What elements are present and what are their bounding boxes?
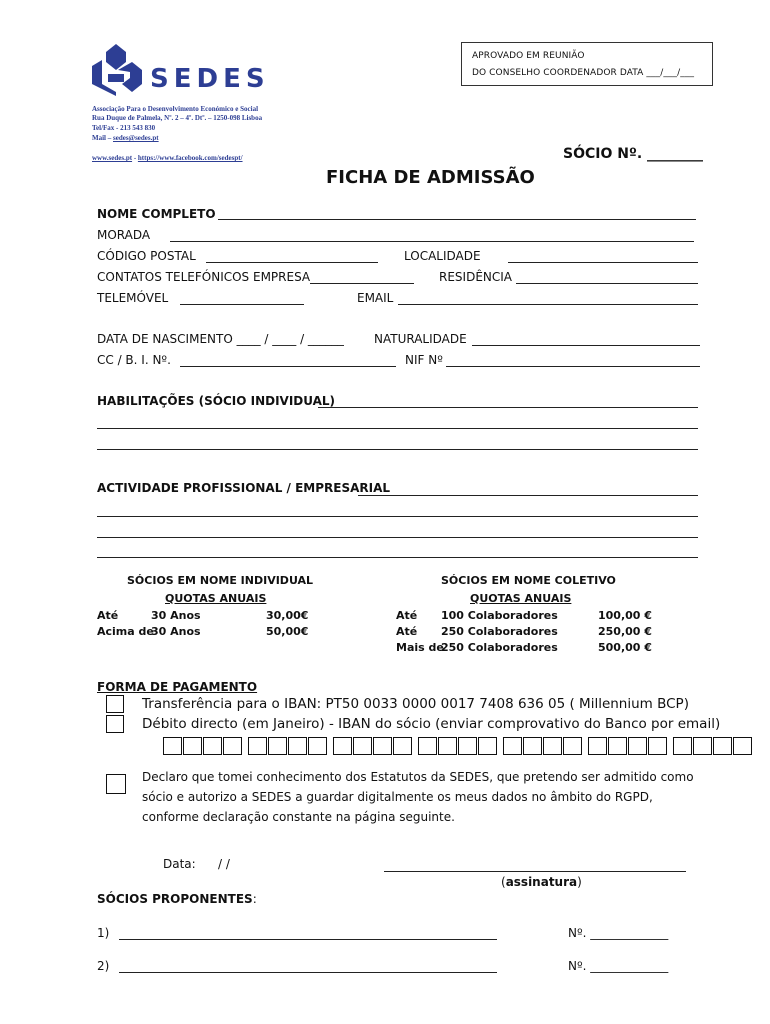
label-morada: MORADA bbox=[97, 228, 151, 242]
approval-line-2: DO CONSELHO COORDENADOR DATA ___/___/___ bbox=[472, 68, 695, 78]
quotas-individual-heading: SÓCIOS EM NOME INDIVIDUAL bbox=[127, 574, 314, 587]
date-label: Data: bbox=[163, 857, 196, 871]
input-nif[interactable] bbox=[446, 366, 700, 367]
transfer-option-label: Transferência para o IBAN: PT50 0033 0000 0017 7408 636 05 ( Millennium BCP) bbox=[142, 696, 689, 712]
iban-digit-box[interactable] bbox=[438, 737, 457, 755]
iban-digit-box[interactable] bbox=[353, 737, 372, 755]
org-mail-line bbox=[92, 134, 159, 144]
input-email[interactable] bbox=[398, 304, 698, 305]
input-localidade[interactable] bbox=[508, 262, 698, 263]
iban-digit-box[interactable] bbox=[503, 737, 522, 755]
quota-row-b: 100 Colaboradores bbox=[441, 609, 558, 622]
iban-digit-box[interactable] bbox=[458, 737, 477, 755]
socio-number: SÓCIO Nº. ________ bbox=[563, 146, 704, 162]
label-nome: NOME COMPLETO bbox=[97, 207, 216, 221]
org-web-line bbox=[92, 154, 243, 164]
input-codigo-postal[interactable] bbox=[206, 262, 378, 263]
input-naturalidade[interactable] bbox=[472, 345, 700, 346]
label-telemovel: TELEMÓVEL bbox=[97, 291, 169, 305]
quota-row-b: 250 Colaboradores bbox=[441, 641, 558, 654]
input-nome[interactable] bbox=[218, 219, 696, 220]
input-habilitacoes-1[interactable] bbox=[318, 407, 698, 408]
proponente-name-line[interactable] bbox=[119, 972, 497, 973]
quota-row-value: 50,00€ bbox=[266, 625, 309, 638]
input-residencia[interactable] bbox=[516, 283, 698, 284]
iban-digit-box[interactable] bbox=[523, 737, 542, 755]
input-cc-bi[interactable] bbox=[180, 366, 396, 367]
iban-digit-box[interactable] bbox=[223, 737, 242, 755]
label-habilitacoes: HABILITAÇÕES (SÓCIO INDIVIDUAL) bbox=[97, 394, 336, 408]
proponente-index: 2) bbox=[97, 959, 110, 973]
proponentes-heading-text: SÓCIOS PROPONENTES bbox=[97, 892, 253, 906]
iban-digit-box[interactable] bbox=[288, 737, 307, 755]
iban-digit-box[interactable] bbox=[673, 737, 692, 755]
iban-digit-box[interactable] bbox=[563, 737, 582, 755]
org-mail-label: Mail – bbox=[92, 134, 113, 142]
transfer-checkbox[interactable] bbox=[106, 695, 124, 713]
quota-row-b: 30 Anos bbox=[151, 625, 201, 638]
quota-row-b: 30 Anos bbox=[151, 609, 201, 622]
iban-digit-box[interactable] bbox=[608, 737, 627, 755]
direct-debit-option-label: Débito directo (em Janeiro) - IBAN do sócio (enviar comprovativo do Banco por email) bbox=[142, 716, 721, 732]
quota-row-value: 30,00€ bbox=[266, 609, 309, 622]
date-separators: / / bbox=[218, 857, 230, 871]
quotas-coletivo-sub: QUOTAS ANUAIS bbox=[470, 592, 572, 605]
iban-digit-box[interactable] bbox=[163, 737, 182, 755]
iban-digit-box[interactable] bbox=[183, 737, 202, 755]
iban-digit-box[interactable] bbox=[268, 737, 287, 755]
iban-digit-box[interactable] bbox=[308, 737, 327, 755]
proponente-name-line[interactable] bbox=[119, 939, 497, 940]
org-mail-link[interactable]: sedes@sedes.pt bbox=[113, 134, 159, 142]
quotas-coletivo-heading: SÓCIOS EM NOME COLETIVO bbox=[441, 574, 616, 587]
input-habilitacoes-2[interactable] bbox=[97, 428, 698, 429]
iban-digit-box[interactable] bbox=[418, 737, 437, 755]
org-telfax: Tel/Fax - 213 543 830 bbox=[92, 124, 156, 132]
logo-wordmark: SEDES bbox=[150, 64, 270, 94]
signature-line[interactable] bbox=[384, 871, 686, 872]
label-localidade: LOCALIDADE bbox=[404, 249, 481, 263]
quota-row-b: 250 Colaboradores bbox=[441, 625, 558, 638]
org-web-separator: - bbox=[132, 154, 138, 162]
label-naturalidade: NATURALIDADE bbox=[374, 332, 467, 346]
iban-digit-box[interactable] bbox=[733, 737, 752, 755]
input-actividade-1[interactable] bbox=[358, 495, 698, 496]
proponentes-heading bbox=[97, 892, 257, 906]
quota-row-a: Até bbox=[396, 625, 418, 638]
payment-heading: FORMA DE PAGAMENTO bbox=[97, 680, 258, 694]
label-nif: NIF Nº bbox=[405, 353, 443, 367]
signature-label: (assinatura) bbox=[501, 875, 582, 889]
iban-digit-box[interactable] bbox=[373, 737, 392, 755]
iban-digit-box[interactable] bbox=[693, 737, 712, 755]
iban-digit-box[interactable] bbox=[543, 737, 562, 755]
approval-box bbox=[461, 42, 713, 86]
declaration-text: Declaro que tomei conhecimento dos Estatutos da SEDES, que pretendo ser admitido como sócio e autorizo a SEDES a guardar digitalmente os meus dados no âmbito do RGPD, conforme declaração constante na página seguinte. bbox=[142, 770, 694, 824]
sedes-logo-icon bbox=[92, 44, 142, 96]
label-data-nascimento: DATA DE NASCIMENTO ____ / ____ / ______ bbox=[97, 332, 344, 346]
quota-row-value: 100,00 € bbox=[598, 609, 652, 622]
iban-digit-box[interactable] bbox=[393, 737, 412, 755]
label-email: EMAIL bbox=[357, 291, 394, 305]
page-title: FICHA DE ADMISSÃO bbox=[326, 167, 535, 188]
label-actividade: ACTIVIDADE PROFISSIONAL / EMPRESARIAL bbox=[97, 481, 391, 495]
iban-digit-box[interactable] bbox=[248, 737, 267, 755]
input-habilitacoes-3[interactable] bbox=[97, 449, 698, 450]
iban-digit-box[interactable] bbox=[478, 737, 497, 755]
direct-debit-checkbox[interactable] bbox=[106, 715, 124, 733]
quota-row-a: Acima de bbox=[97, 625, 154, 638]
iban-digit-box[interactable] bbox=[628, 737, 647, 755]
proponente-number: Nº. _____________ bbox=[568, 959, 669, 973]
input-telemovel[interactable] bbox=[180, 304, 304, 305]
quota-row-value: 500,00 € bbox=[598, 641, 652, 654]
iban-digit-box[interactable] bbox=[333, 737, 352, 755]
input-morada[interactable] bbox=[170, 241, 694, 242]
iban-digit-box[interactable] bbox=[588, 737, 607, 755]
org-facebook-link[interactable]: https://www.facebook.com/sedespt/ bbox=[137, 154, 243, 162]
quota-row-value: 250,00 € bbox=[598, 625, 652, 638]
iban-digit-box[interactable] bbox=[648, 737, 667, 755]
input-actividade-2[interactable] bbox=[97, 516, 698, 517]
declaration-checkbox[interactable] bbox=[106, 774, 126, 794]
label-codigo-postal: CÓDIGO POSTAL bbox=[97, 249, 196, 263]
proponentes-colon: : bbox=[252, 892, 257, 906]
quota-row-a: Mais de bbox=[396, 641, 444, 654]
input-contatos-empresa[interactable] bbox=[310, 283, 414, 284]
label-contatos-empresa: CONTATOS TELEFÓNICOS EMPRESA bbox=[97, 270, 311, 284]
org-address: Rua Duque de Palmela, Nº. 2 – 4º. Dtº. – 1250-098 Lisboa bbox=[92, 114, 263, 122]
input-actividade-3[interactable] bbox=[97, 537, 698, 538]
signature-word: assinatura bbox=[505, 875, 578, 889]
proponente-index: 1) bbox=[97, 926, 110, 940]
quota-row-a: Até bbox=[97, 609, 119, 622]
iban-digit-box[interactable] bbox=[713, 737, 732, 755]
label-residencia: RESIDÊNCIA bbox=[439, 270, 513, 284]
org-full-name: Associação Para o Desenvolvimento Económico e Social bbox=[92, 105, 259, 113]
org-website-link[interactable]: www.sedes.pt bbox=[92, 154, 133, 162]
approval-line-1: APROVADO EM REUNIÃO bbox=[472, 51, 585, 61]
input-actividade-4[interactable] bbox=[97, 557, 698, 558]
label-cc-bi: CC / B. I. Nº. bbox=[97, 353, 171, 367]
proponente-number: Nº. _____________ bbox=[568, 926, 669, 940]
iban-digit-box[interactable] bbox=[203, 737, 222, 755]
quota-row-a: Até bbox=[396, 609, 418, 622]
quotas-individual-sub: QUOTAS ANUAIS bbox=[165, 592, 267, 605]
